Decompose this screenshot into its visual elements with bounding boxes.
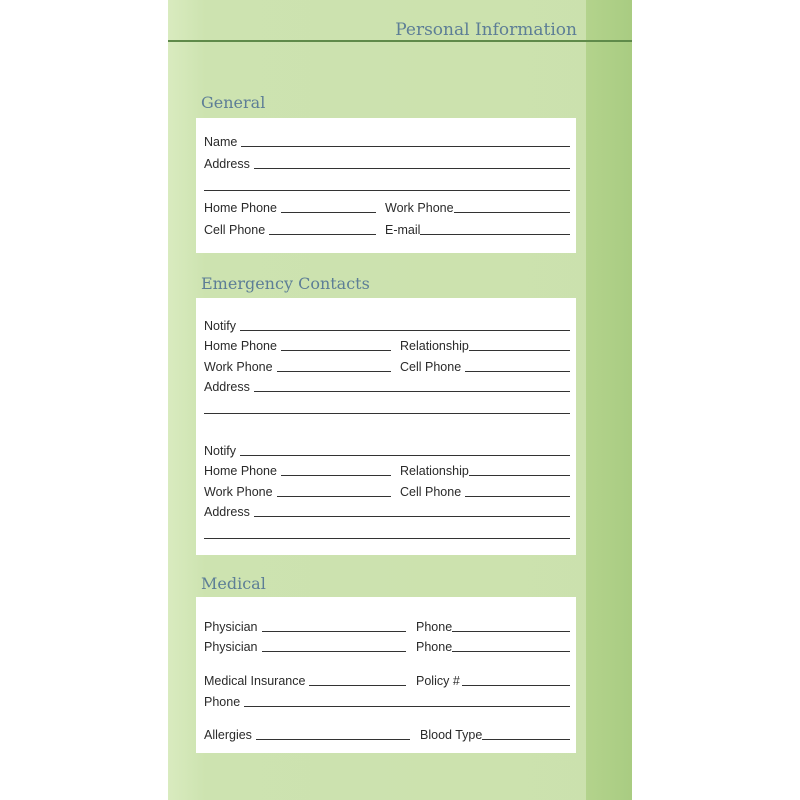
page-title: Personal Information [395,20,577,40]
work-phone-field[interactable] [204,485,391,499]
email-label: E-mail [385,223,421,237]
work-phone-line[interactable] [277,371,391,372]
name-line[interactable] [241,146,570,147]
physician-field[interactable] [204,620,406,634]
email-field[interactable] [385,223,570,237]
notify-line[interactable] [240,330,570,331]
home-phone-line[interactable] [281,475,391,476]
work-phone-field[interactable] [385,201,570,215]
physician-field[interactable] [204,640,406,654]
name-field[interactable] [204,135,570,149]
cell-phone-field[interactable] [400,360,570,374]
insurance-phone-field[interactable] [204,695,570,709]
policy-line[interactable] [462,685,570,686]
email-line[interactable] [420,234,570,235]
cell-phone-line[interactable] [465,371,570,372]
cell-phone-line[interactable] [465,496,570,497]
home-phone-line[interactable] [281,212,376,213]
general-heading: General [201,93,266,112]
work-phone-line[interactable] [454,212,570,213]
cell-phone-field[interactable] [400,485,570,499]
blood-type-line[interactable] [482,739,570,740]
phone-field[interactable] [416,640,570,654]
address-line[interactable] [254,516,570,517]
notify-label: Notify [204,319,236,333]
cell-phone-label: Cell Phone [400,485,462,499]
allergies-line[interactable] [256,739,410,740]
emergency-section [196,298,576,555]
insurance-line[interactable] [309,685,406,686]
medical-section [196,597,576,753]
physician-line[interactable] [262,631,407,632]
address-label: Address [204,380,250,394]
cell-phone-label: Cell Phone [204,223,266,237]
work-phone-label: Work Phone [204,485,273,499]
insurance-phone-line[interactable] [244,706,570,707]
page-edge-strip [586,0,632,800]
emergency-heading: Emergency Contacts [201,274,370,293]
phone-line[interactable] [452,631,570,632]
work-phone-line[interactable] [277,496,391,497]
home-phone-label: Home Phone [204,201,277,215]
insurance-field[interactable] [204,674,406,688]
relationship-field[interactable] [400,464,570,478]
relationship-field[interactable] [400,339,570,353]
cell-phone-line[interactable] [269,234,376,235]
notify-label: Notify [204,444,236,458]
relationship-label: Relationship [400,339,469,353]
notify-field[interactable] [204,319,570,333]
home-phone-field[interactable] [204,464,391,478]
phone-line[interactable] [452,651,570,652]
relationship-line[interactable] [469,475,570,476]
insurance-phone-label: Phone [204,695,241,709]
physician-label: Physician [204,640,258,654]
home-phone-line[interactable] [281,350,391,351]
address-field[interactable] [204,157,570,171]
address-label: Address [204,505,250,519]
physician-line[interactable] [262,651,407,652]
blood-type-label: Blood Type [420,728,483,742]
home-phone-field[interactable] [204,201,376,215]
blood-type-field[interactable] [420,728,570,742]
work-phone-field[interactable] [204,360,391,374]
work-phone-label: Work Phone [385,201,454,215]
insurance-label: Medical Insurance [204,674,306,688]
phone-label: Phone [416,640,453,654]
address-line-2[interactable] [204,190,570,191]
phone-field[interactable] [416,620,570,634]
address-line[interactable] [254,168,570,169]
address-field[interactable] [204,380,570,394]
cell-phone-field[interactable] [204,223,376,237]
cell-phone-label: Cell Phone [400,360,462,374]
relationship-line[interactable] [469,350,570,351]
address-line-2[interactable] [204,538,570,539]
relationship-label: Relationship [400,464,469,478]
general-section [196,118,576,253]
home-phone-label: Home Phone [204,464,277,478]
medical-heading: Medical [201,574,266,593]
policy-label: Policy # [416,674,460,688]
notify-line[interactable] [240,455,570,456]
work-phone-label: Work Phone [204,360,273,374]
address-line-2[interactable] [204,413,570,414]
physician-label: Physician [204,620,258,634]
name-label: Name [204,135,238,149]
address-label: Address [204,157,250,171]
address-line[interactable] [254,391,570,392]
phone-label: Phone [416,620,453,634]
home-phone-field[interactable] [204,339,391,353]
title-rule [168,40,632,42]
allergies-field[interactable] [204,728,410,742]
notify-field[interactable] [204,444,570,458]
address-field[interactable] [204,505,570,519]
policy-field[interactable] [416,674,570,688]
allergies-label: Allergies [204,728,252,742]
home-phone-label: Home Phone [204,339,277,353]
